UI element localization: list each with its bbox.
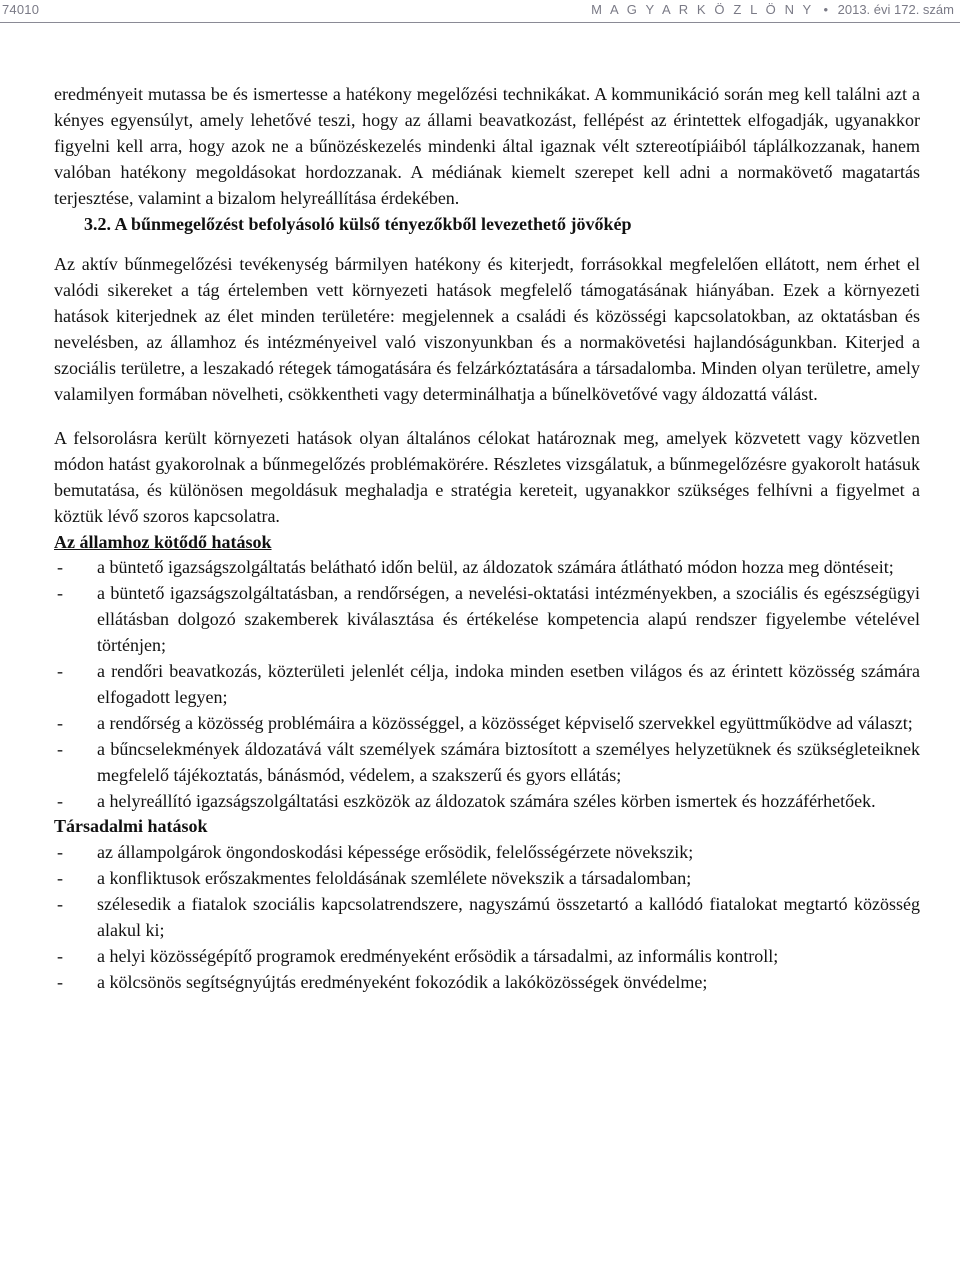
bullet-dash: - — [57, 868, 63, 889]
bullet-dash: - — [57, 583, 63, 604]
bullet-dash: - — [57, 971, 63, 992]
bullet-dash: - — [57, 842, 63, 863]
page-number: 74010 — [2, 2, 40, 17]
header-separator: • — [823, 2, 829, 17]
bullet-dash: - — [57, 557, 63, 578]
section-heading: 3.2. A bűnmegelőzést befolyásoló külső tényezőkből levezethető jövőkép — [84, 213, 632, 234]
document-body — [54, 82, 920, 996]
list-item: - a büntető igazságszolgáltatás belátható időn belül, az áldozatok számára átlátható módon hozza meg döntéseit; — [32, 555, 920, 581]
list-item: - az állampolgárok öngondoskodási képessége erősödik, felelősségérzete növekszik; — [32, 840, 920, 866]
list-item: - a helyreállító igazságszolgáltatási eszközök az áldozatok számára széles körben ismertek és hozzáférhetőek. — [32, 789, 920, 815]
environment-paragraph: Az aktív bűnmegelőzési tevékenység bármilyen hatékony és kiterjedt, forrásokkal megfelelően ellátott, nem érhet el valódi sikereket a tág értelemben vett környezeti hatások megfelelő támogatásának hiányában. Ezek a környezeti hatások kiterjednek az élet minden területére: megjelennek a családi és közösségi kapcsolatokban, az oktatásban és nevelésben, az államhoz és intézményeivel való viszonyunkban és a normakövetési hajlandóságunkban. Kiterjed a szociális területre, a leszakadó rétegek támogatására és felzárkóztatására a társadalomba. Minden olyan területre, amely valamilyen formában növelheti, csökkentheti vagy determinálhatja a bűnelkövetővé vagy áldozattá válást. — [54, 254, 920, 404]
issue-label: 2013. évi 172. szám — [837, 2, 954, 17]
list-item: - a büntető igazságszolgáltatásban, a rendőrségen, a nevelési-oktatási intézményekben, a szociális és egészségügyi ellátásban dolgozó szakemberek kiválasztása és értékelése kompetencia alapú rendszer figyelembe vételével történjen; — [32, 581, 920, 659]
social-effects-list — [32, 840, 920, 995]
intro-paragraph: eredményeit mutassa be és ismertesse a hatékony megelőzési technikákat. A kommunikáció során meg kell találni azt a kényes egyensúlyt, amely lehetővé teszi, hogy az állami beavatkozást, fellépést az érintettek elfogadják, ugyanakkor figyelni kell arra, hogy azok ne a bűnözéskezelés mindenki által igaznak vélt sztereotípiáiból táplálkozzanak, hanem valóban hatékony megoldásokat hordozzanak. A médiának kiemelt szerepet kell adni a normakövető magatartás terjesztése, valamint a bizalom helyreállítása érdekében. — [54, 84, 920, 208]
list-item: - a rendőri beavatkozás, közterületi jelenlét célja, indoka minden esetben világos és az érintett közösség számára elfogadott legyen; — [32, 659, 920, 711]
list-item: - a helyi közösségépítő programok eredményeként erősödik a társadalmi, az informális kontroll; — [32, 944, 920, 970]
list-item: - a rendőrség a közösség problémáira a közösséggel, a közösséget képviselő szervekkel együttműködve ad választ; — [32, 711, 920, 737]
scope-paragraph: A felsorolásra került környezeti hatások olyan általános célokat határoznak meg, amelyek közvetett vagy közvetlen módon hatást gyakorolnak a bűnmegelőzés problémakörére. Részletes vizsgálatuk, a bűnmegelőzésre gyakorolt hatásuk bemutatása, és különösen megoldásuk meghaladja e stratégia kereteit, ugyanakkor szükséges felhívni a figyelmet a köztük lévő szoros kapcsolatra. — [54, 427, 920, 526]
page-header — [0, 0, 960, 22]
list-item: - a kölcsönös segítségnyújtás eredményeként fokozódik a lakóközösségek önvédelme; — [32, 970, 920, 996]
list-item: - a bűncselekmények áldozatává vált személyek számára biztosított a személyes helyzetüknek és szükségleteiknek megfelelő tájékoztatás, bánásmód, védelem, a szakszerű és gyors ellátás; — [32, 737, 920, 789]
journal-title: M A G Y A R K Ö Z L Ö N Y — [591, 2, 814, 17]
state-effects-list — [32, 555, 920, 814]
list-item: - szélesedik a fiatalok szociális kapcsolatrendszere, nagyszámú összetartó a kallódó fiatalokat megtartó közösség alakul ki; — [32, 892, 920, 944]
bullet-dash: - — [57, 790, 63, 811]
bullet-dash: - — [57, 894, 63, 915]
bullet-dash: - — [57, 738, 63, 759]
header-rule — [0, 22, 960, 23]
social-effects-heading: Társadalmi hatások — [54, 816, 208, 837]
bullet-dash: - — [57, 946, 63, 966]
list-item: - a konfliktusok erőszakmentes feloldásának szemlélete növekszik a társadalomban; — [32, 866, 920, 892]
bullet-dash: - — [57, 712, 63, 733]
state-effects-heading: Az államhoz kötődő hatások — [54, 531, 272, 552]
journal-info — [591, 2, 954, 17]
bullet-dash: - — [57, 661, 63, 682]
